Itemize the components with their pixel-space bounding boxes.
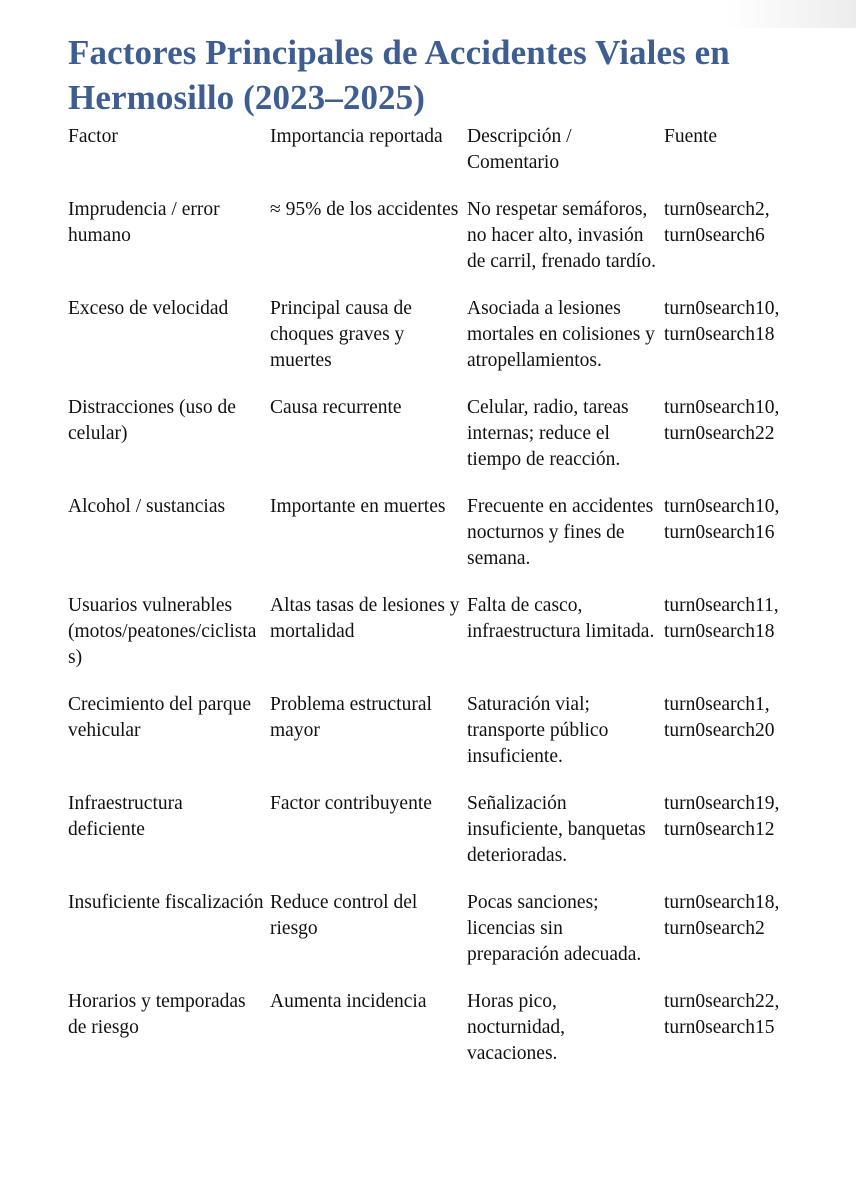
cell-importancia: Principal causa de choques graves y muertes — [270, 298, 412, 371]
cell-factor: Crecimiento del parque vehicular — [68, 694, 252, 741]
table-row — [62, 197, 852, 296]
cell-factor: Insuficiente fiscalización — [68, 892, 264, 913]
cell-fuente: turn0search10, turn0search16 — [664, 496, 780, 543]
cell-fuente: turn0search10, turn0search18 — [664, 298, 780, 345]
table-row — [62, 791, 852, 890]
cell-descripcion: Asociada a lesiones mortales en colisiones y atropellamientos. — [467, 298, 655, 371]
cell-importancia: Aumenta incidencia — [270, 991, 427, 1012]
cell-fuente: turn0search11, turn0search18 — [664, 595, 779, 642]
cell-fuente: turn0search18, turn0search2 — [664, 892, 780, 939]
table-row — [62, 494, 852, 593]
table-row — [62, 593, 852, 692]
cell-descripcion: Señalización insuficiente, banquetas deterioradas. — [467, 793, 646, 866]
cell-importancia: Causa recurrente — [270, 397, 402, 418]
factors-table — [62, 124, 852, 1088]
cell-fuente: turn0search19, turn0search12 — [664, 793, 780, 840]
header-descripcion: Descripción / Comentario — [467, 126, 572, 173]
corner-shading — [726, 0, 856, 28]
cell-importancia: ≈ 95% de los accidentes — [270, 199, 459, 220]
table-header — [62, 124, 852, 197]
table-row — [62, 989, 852, 1088]
cell-importancia: Reduce control del riesgo — [270, 892, 418, 939]
cell-factor: Infraestructura deficiente — [68, 793, 183, 840]
cell-factor: Usuarios vulnerables (motos/peatones/ciclistas) — [68, 595, 257, 668]
table-body — [62, 197, 852, 1088]
header-row — [62, 124, 852, 197]
cell-factor: Imprudencia / error humano — [68, 199, 220, 246]
cell-importancia: Altas tasas de lesiones y mortalidad — [270, 595, 460, 642]
header-fuente: Fuente — [664, 126, 718, 147]
cell-fuente: turn0search10, turn0search22 — [664, 397, 780, 444]
header-importancia: Importancia reportada — [270, 126, 443, 147]
cell-descripcion: Pocas sanciones; licencias sin preparación adecuada. — [467, 892, 642, 965]
cell-importancia: Importante en muertes — [270, 496, 446, 517]
table-row — [62, 692, 852, 791]
cell-descripcion: Falta de casco, infraestructura limitada. — [467, 595, 655, 642]
cell-descripcion: Celular, radio, tareas internas; reduce el tiempo de reacción. — [467, 397, 629, 470]
header-factor: Factor — [68, 126, 118, 147]
cell-factor: Alcohol / sustancias — [68, 496, 226, 517]
cell-factor: Horarios y temporadas de riesgo — [68, 991, 246, 1038]
cell-factor: Distracciones (uso de celular) — [68, 397, 236, 444]
cell-descripcion: Frecuente en accidentes nocturnos y fines de semana. — [467, 496, 654, 569]
cell-factor: Exceso de velocidad — [68, 298, 229, 319]
cell-importancia: Factor contribuyente — [270, 793, 432, 814]
table-row — [62, 296, 852, 395]
cell-fuente: turn0search22, turn0search15 — [664, 991, 780, 1038]
cell-fuente: turn0search1, turn0search20 — [664, 694, 775, 741]
table-row — [62, 395, 852, 494]
cell-descripcion: Horas pico, nocturnidad, vacaciones. — [467, 991, 566, 1064]
cell-descripcion: Saturación vial; transporte público insuficiente. — [467, 694, 609, 767]
table-row — [62, 890, 852, 989]
document-title: Factores Principales de Accidentes Viales en Hermosillo (2023–2025) — [68, 33, 730, 117]
cell-fuente: turn0search2, turn0search6 — [664, 199, 770, 246]
cell-descripcion: No respetar semáforos, no hacer alto, invasión de carril, frenado tardío. — [467, 199, 656, 272]
cell-importancia: Problema estructural mayor — [270, 694, 432, 741]
